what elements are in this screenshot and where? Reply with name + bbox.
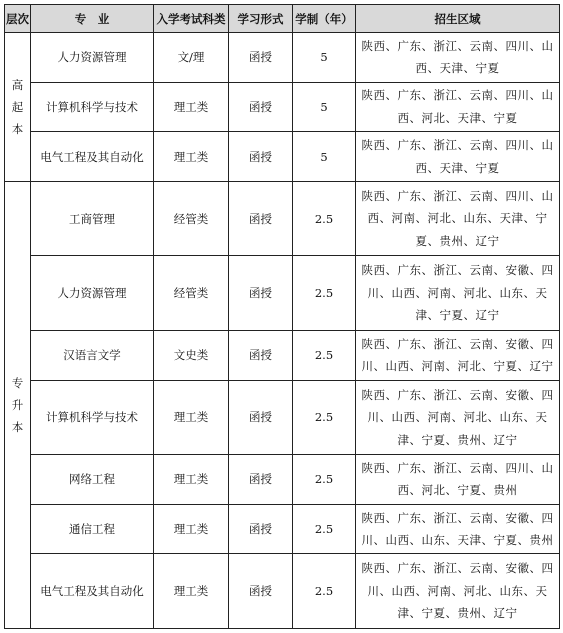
region-cell: 陕西、广东、浙江、云南、安徽、四川、山西、河南、河北、山东、天津、宁夏、贵州、辽宁 bbox=[356, 554, 560, 629]
table-row bbox=[5, 132, 560, 182]
major-cell: 电气工程及其自动化 bbox=[31, 132, 154, 182]
table-row bbox=[5, 455, 560, 505]
region-cell: 陕西、广东、浙江、云南、安徽、四川、山西、河南、河北、山东、天津、宁夏、辽宁 bbox=[356, 256, 560, 331]
duration-cell: 2.5 bbox=[293, 330, 356, 380]
mode-cell: 函授 bbox=[229, 82, 293, 132]
mode-cell: 函授 bbox=[229, 132, 293, 182]
major-cell: 通信工程 bbox=[31, 504, 154, 554]
level-cell bbox=[5, 181, 31, 628]
region-cell: 陕西、广东、浙江、云南、四川、山西、河北、天津、宁夏 bbox=[356, 82, 560, 132]
subject-cell: 理工类 bbox=[154, 132, 229, 182]
mode-cell: 函授 bbox=[229, 256, 293, 331]
region-cell: 陕西、广东、浙江、云南、安徽、四川、山西、山东、天津、宁夏、贵州 bbox=[356, 504, 560, 554]
subject-cell: 经管类 bbox=[154, 181, 229, 256]
major-cell: 计算机科学与技术 bbox=[31, 380, 154, 455]
subject-cell: 理工类 bbox=[154, 554, 229, 629]
duration-cell: 5 bbox=[293, 132, 356, 182]
major-cell: 计算机科学与技术 bbox=[31, 82, 154, 132]
header-major: 专 业 bbox=[31, 5, 154, 33]
level-char: 高 bbox=[11, 77, 24, 92]
major-cell: 网络工程 bbox=[31, 455, 154, 505]
table-row bbox=[5, 330, 560, 380]
header-row bbox=[5, 5, 560, 33]
header-region: 招生区域 bbox=[356, 5, 560, 33]
subject-cell: 理工类 bbox=[154, 380, 229, 455]
header-duration: 学制（年） bbox=[293, 5, 356, 33]
duration-cell: 5 bbox=[293, 33, 356, 83]
mode-cell: 函授 bbox=[229, 554, 293, 629]
duration-cell: 2.5 bbox=[293, 554, 356, 629]
duration-cell: 2.5 bbox=[293, 455, 356, 505]
subject-cell: 理工类 bbox=[154, 504, 229, 554]
table-row bbox=[5, 181, 560, 256]
subject-cell: 理工类 bbox=[154, 455, 229, 505]
table-row bbox=[5, 256, 560, 331]
level-char: 升 bbox=[11, 397, 24, 412]
region-cell: 陕西、广东、浙江、云南、安徽、四川、山西、河南、河北、宁夏、辽宁 bbox=[356, 330, 560, 380]
table-row bbox=[5, 33, 560, 83]
table-row bbox=[5, 504, 560, 554]
major-cell: 人力资源管理 bbox=[31, 256, 154, 331]
mode-cell: 函授 bbox=[229, 33, 293, 83]
table-body bbox=[5, 33, 560, 629]
region-cell: 陕西、广东、浙江、云南、四川、山西、河南、河北、山东、天津、宁夏、贵州、辽宁 bbox=[356, 181, 560, 256]
level-cell bbox=[5, 33, 31, 182]
duration-cell: 2.5 bbox=[293, 504, 356, 554]
duration-cell: 5 bbox=[293, 82, 356, 132]
region-cell: 陕西、广东、浙江、云南、安徽、四川、山西、河南、河北、山东、天津、宁夏、贵州、辽宁 bbox=[356, 380, 560, 455]
mode-cell: 函授 bbox=[229, 330, 293, 380]
major-cell: 人力资源管理 bbox=[31, 33, 154, 83]
duration-cell: 2.5 bbox=[293, 380, 356, 455]
subject-cell: 文/理 bbox=[154, 33, 229, 83]
mode-cell: 函授 bbox=[229, 504, 293, 554]
mode-cell: 函授 bbox=[229, 455, 293, 505]
region-cell: 陕西、广东、浙江、云南、四川、山西、天津、宁夏 bbox=[356, 33, 560, 83]
header-mode: 学习形式 bbox=[229, 5, 293, 33]
level-char: 专 bbox=[11, 375, 24, 390]
level-char: 本 bbox=[11, 419, 24, 434]
duration-cell: 2.5 bbox=[293, 181, 356, 256]
enrollment-table bbox=[4, 4, 560, 629]
region-cell: 陕西、广东、浙江、云南、四川、山西、河北、宁夏、贵州 bbox=[356, 455, 560, 505]
major-cell: 汉语言文学 bbox=[31, 330, 154, 380]
level-char: 起 bbox=[11, 99, 24, 114]
subject-cell: 文史类 bbox=[154, 330, 229, 380]
level-char: 本 bbox=[11, 121, 24, 136]
header-subject: 入学考试科类 bbox=[154, 5, 229, 33]
major-cell: 电气工程及其自动化 bbox=[31, 554, 154, 629]
duration-cell: 2.5 bbox=[293, 256, 356, 331]
table-row bbox=[5, 380, 560, 455]
subject-cell: 理工类 bbox=[154, 82, 229, 132]
header-level: 层次 bbox=[5, 5, 31, 33]
table-row bbox=[5, 82, 560, 132]
major-cell: 工商管理 bbox=[31, 181, 154, 256]
mode-cell: 函授 bbox=[229, 181, 293, 256]
table-row bbox=[5, 554, 560, 629]
region-cell: 陕西、广东、浙江、云南、四川、山西、天津、宁夏 bbox=[356, 132, 560, 182]
mode-cell: 函授 bbox=[229, 380, 293, 455]
subject-cell: 经管类 bbox=[154, 256, 229, 331]
